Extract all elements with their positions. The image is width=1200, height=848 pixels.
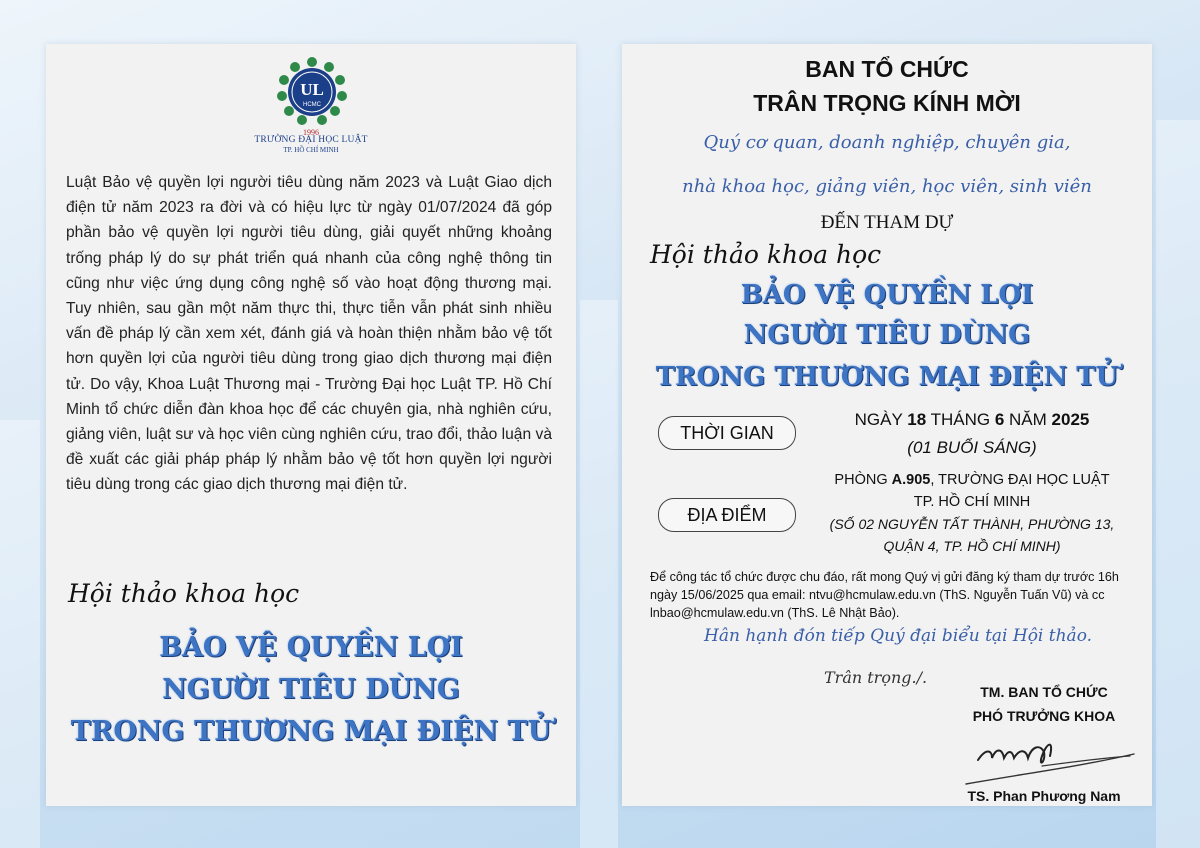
date-month-word: THÁNG: [930, 410, 991, 429]
logo-university-name: TRƯỜNG ĐẠI HỌC LUẬT: [254, 135, 368, 145]
event-title-line-1: BẢO VỆ QUYỀN LỢI: [159, 632, 463, 663]
date-year: 2025: [1051, 410, 1090, 429]
left-panel: [46, 44, 576, 806]
background-block: [0, 420, 40, 848]
signature-title-1: TM. BAN TỔ CHỨC: [980, 684, 1108, 700]
venue-city: TP. HỒ CHÍ MINH: [913, 494, 1031, 510]
event-title-line-1: BẢO VỆ QUYỀN LỢI: [740, 280, 1034, 310]
right-panel: [622, 44, 1152, 806]
invite-heading: TRÂN TRỌNG KÍNH MỜI: [753, 90, 1021, 116]
venue-address-line-2: QUẬN 4, TP. HỒ CHÍ MINH): [883, 538, 1061, 554]
svg-text:UL: UL: [300, 80, 324, 99]
svg-text:HCMC: HCMC: [303, 102, 321, 108]
event-type-label: Hội thảo khoa học: [68, 579, 300, 608]
venue-address-line-1: (SỐ 02 NGUYỄN TẤT THÀNH, PHƯỜNG 13,: [829, 516, 1115, 532]
logo-city: TP. HỒ CHÍ MINH: [283, 146, 339, 154]
background-block: [580, 300, 618, 848]
university-logo: [276, 56, 348, 128]
intro-paragraph: Luật Bảo vệ quyền lợi người tiêu dùng năm 2023 và Luật Giao dịch điện tử năm 2023 ra đời và có hiệu lực từ ngày 01/07/2024 đã góp phần bảo vệ quyền lợi người tiêu dùng, giải quyết những khoảng trống pháp lý do sự phát triển quá nhanh của công nghệ thông tin cũng như việc ứng dụng công nghệ số vào hoạt động thương mại. Tuy nhiên, sau gần một năm thực thi, thực tiễn vẫn phát sinh nhiều vấn đề pháp lý cần xem xét, đánh giá và hoàn thiện nhằm bảo vệ tốt hơn quyền lợi của người tiêu dùng trong giao dịch thương mại điện tử. Do vậy, Khoa Luật Thương mại - Trường Đại học Luật TP. Hồ Chí Minh tổ chức diễn đàn khoa học để các chuyên gia, nhà nghiên cứu, giảng viên, luật sư và học viên cùng nghiên cứu, trao đổi, thảo luận và đề xuất các giải pháp pháp lý nhằm bảo vệ tốt hơn quyền lợi người tiêu dùng trong các giao dịch thương mại điện tử.: [66, 174, 552, 494]
event-title-line-2: NGƯỜI TIÊU DÙNG: [162, 674, 460, 705]
event-title-line-2: NGƯỜI TIÊU DÙNG: [743, 320, 1031, 350]
signature-title-2: PHÓ TRƯỞNG KHOA: [972, 708, 1116, 724]
venue-room-number: A.905: [891, 472, 931, 488]
venue-room: [802, 472, 1142, 488]
venue-label-badge: ĐỊA ĐIỂM: [658, 498, 796, 532]
welcome-message: Hân hạnh đón tiếp Quý đại biểu tại Hội thảo.: [704, 626, 1093, 646]
event-title-line-3: TRONG THƯƠNG MẠI ĐIỆN TỬ: [70, 716, 552, 747]
date-year-word: NĂM: [1009, 410, 1047, 429]
invitees-line-1: Quý cơ quan, doanh nghiệp, chuyên gia,: [703, 132, 1071, 153]
signer-name: TS. Phan Phương Nam: [967, 788, 1121, 804]
event-type-label: Hội thảo khoa học: [650, 240, 882, 269]
event-date: [822, 410, 1122, 430]
logo-year: 1996: [303, 128, 319, 137]
date-prefix: NGÀY: [854, 410, 903, 429]
registration-note: Để công tác tổ chức được chu đáo, rất mong Quý vị gửi đăng ký tham dự trước 16h ngày 15/06/2025 qua email: ntvu@hcmulaw.edu.vn (ThS. Nguyễn Tuấn Vũ) và cc lnbao@hcmulaw.edu.vn (ThS. Lê Nhật Bảo).: [650, 570, 1119, 620]
event-session: (01 BUỔI SÁNG): [907, 438, 1037, 457]
venue-room-word: PHÒNG: [834, 472, 888, 488]
time-label-badge: THỜI GIAN: [658, 416, 796, 450]
regards-text: Trân trọng./.: [824, 668, 928, 687]
attend-label: ĐẾN THAM DỰ: [820, 212, 954, 233]
date-month: 6: [994, 410, 1005, 429]
date-day: 18: [907, 410, 927, 429]
venue-place: , TRƯỜNG ĐẠI HỌC LUẬT: [930, 472, 1110, 488]
background-block: [1156, 120, 1200, 848]
invitees-line-2: nhà khoa học, giảng viên, học viên, sinh viên: [682, 176, 1092, 197]
handwritten-signature: [962, 726, 1142, 788]
organizer-heading: BAN TỔ CHỨC: [805, 56, 969, 82]
event-title-line-3: TRONG THƯƠNG MẠI ĐIỆN TỬ: [655, 362, 1119, 392]
